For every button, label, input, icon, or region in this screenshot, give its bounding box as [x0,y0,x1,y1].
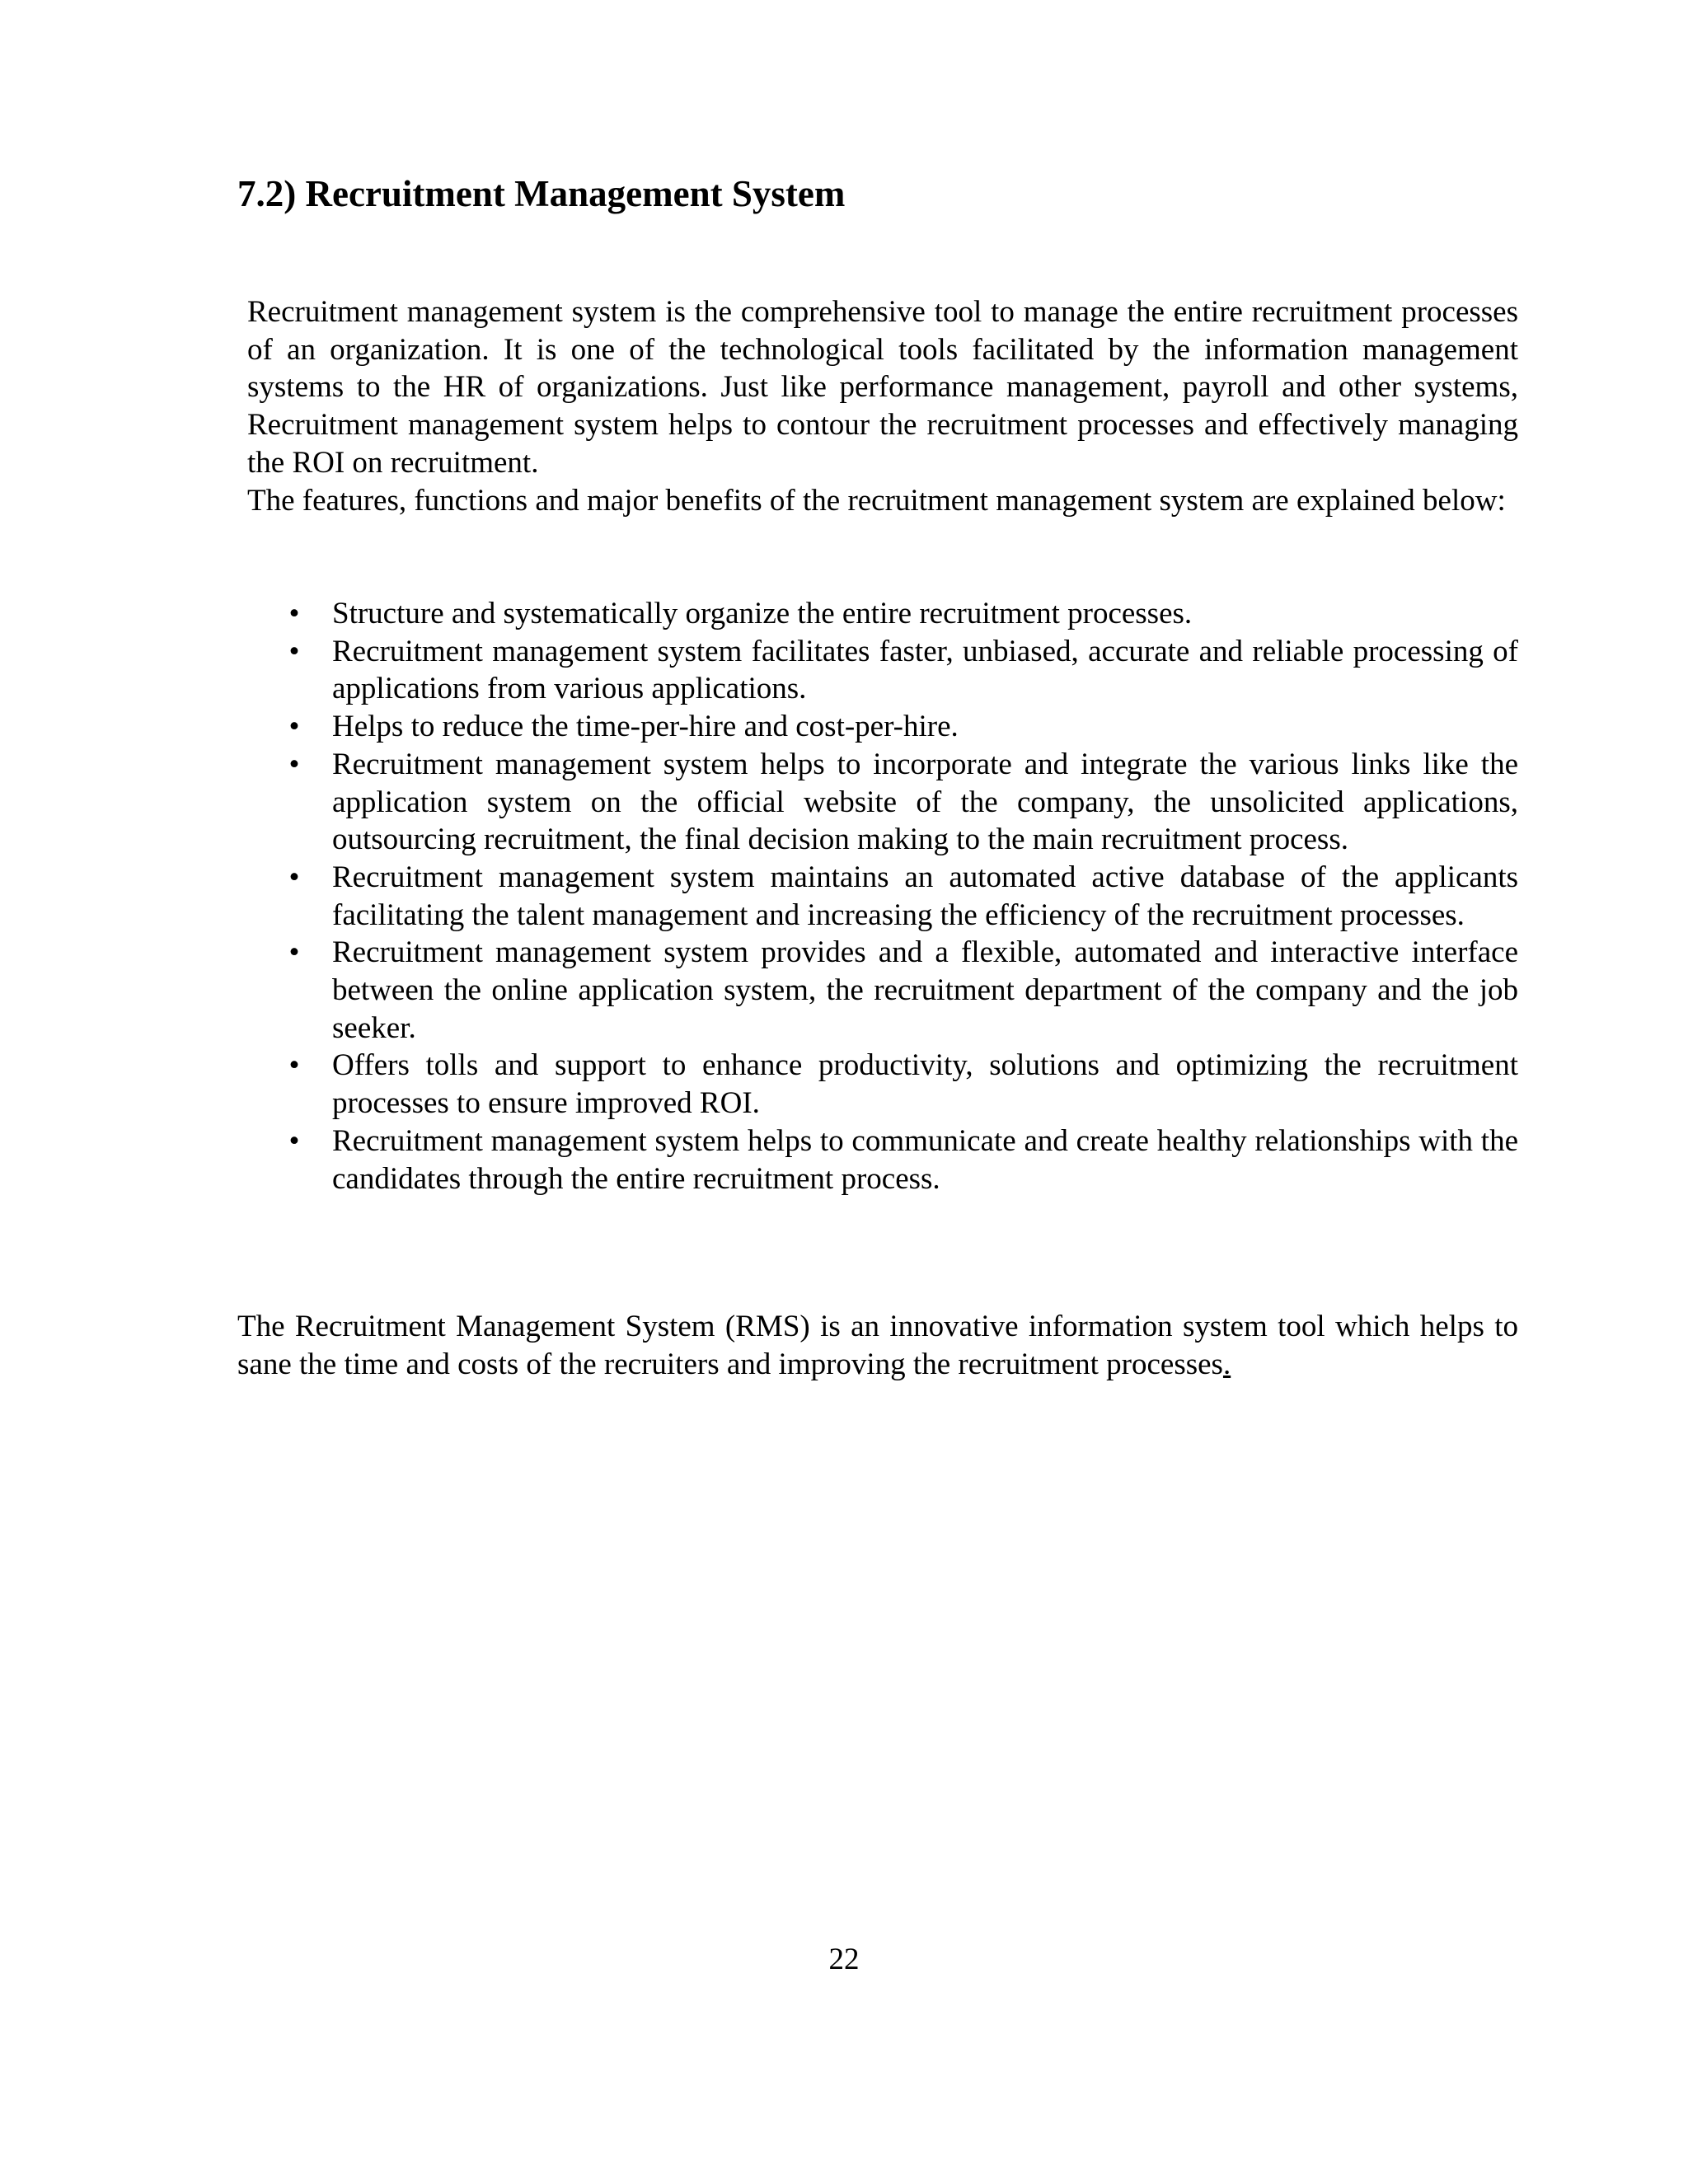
list-item-text: Recruitment management system helps to communicate and create healthy relationships with the candidates through the entire recruitment process. [332,1123,1518,1196]
list-item-text: Offers tolls and support to enhance productivity, solutions and optimizing the recruitment processes to ensure improved ROI. [332,1048,1518,1121]
bullet-icon: • [288,710,300,744]
bullet-icon: • [288,634,300,668]
list-item-text: Recruitment management system helps to incorporate and integrate the various links like the application system on the official website of the company, the unsolicited applications, outsourcing recruitment, the final decision making to the main recruitment process. [332,747,1518,857]
list-item-text: Recruitment management system provides and a flexible, automated and interactive interface between the online application system, the recruitment department of the company and the job seeker. [332,935,1518,1045]
conclusion-period: . [1222,1347,1231,1381]
list-item-text: Helps to reduce the time-per-hire and cost-per-hire. [332,710,959,744]
list-item-text: Recruitment management system maintains an automated active database of the applicants facilitating the talent management and increasing the efficiency of the recruitment processes. [332,860,1518,932]
list-item [288,746,1518,859]
list-item [288,1047,1518,1122]
bullet-icon: • [288,597,300,630]
section-heading: 7.2) Recruitment Management System [237,173,846,214]
list-item-text: Structure and systematically organize the entire recruitment processes. [332,597,1193,630]
bullet-icon: • [288,747,300,781]
bullet-icon: • [288,935,300,970]
bullet-icon: • [288,1048,300,1083]
page-number: 22 [828,1943,860,1976]
bullet-icon: • [288,1123,300,1158]
list-item [288,934,1518,1047]
intro-section [247,293,1518,519]
list-item [288,1122,1518,1197]
list-item [288,859,1518,934]
list-item [288,708,1518,746]
list-item [288,633,1518,708]
conclusion-text: The Recruitment Management System (RMS) is an innovative information system tool which helps to sane the time and costs of the recruiters and improving the recruitment processes [237,1310,1518,1381]
bullet-icon: • [288,860,300,894]
conclusion-paragraph [237,1308,1518,1383]
intro-lead-in-paragraph: The features, functions and major benefits of the recruitment management system are explained below: [247,483,1506,518]
intro-paragraph: Recruitment management system is the comprehensive tool to manage the entire recruitment processes of an organization. It is one of the technological tools facilitated by the information management systems to the HR of organizations. Just like performance management, payroll and other systems, Recruitment management system helps to contour the recruitment processes and effectively managing the ROI on recruitment. [247,295,1518,480]
benefits-list [288,595,1518,1197]
list-item-text: Recruitment management system facilitates faster, unbiased, accurate and reliable processing of applications from various applications. [332,634,1518,706]
list-item [288,595,1518,633]
